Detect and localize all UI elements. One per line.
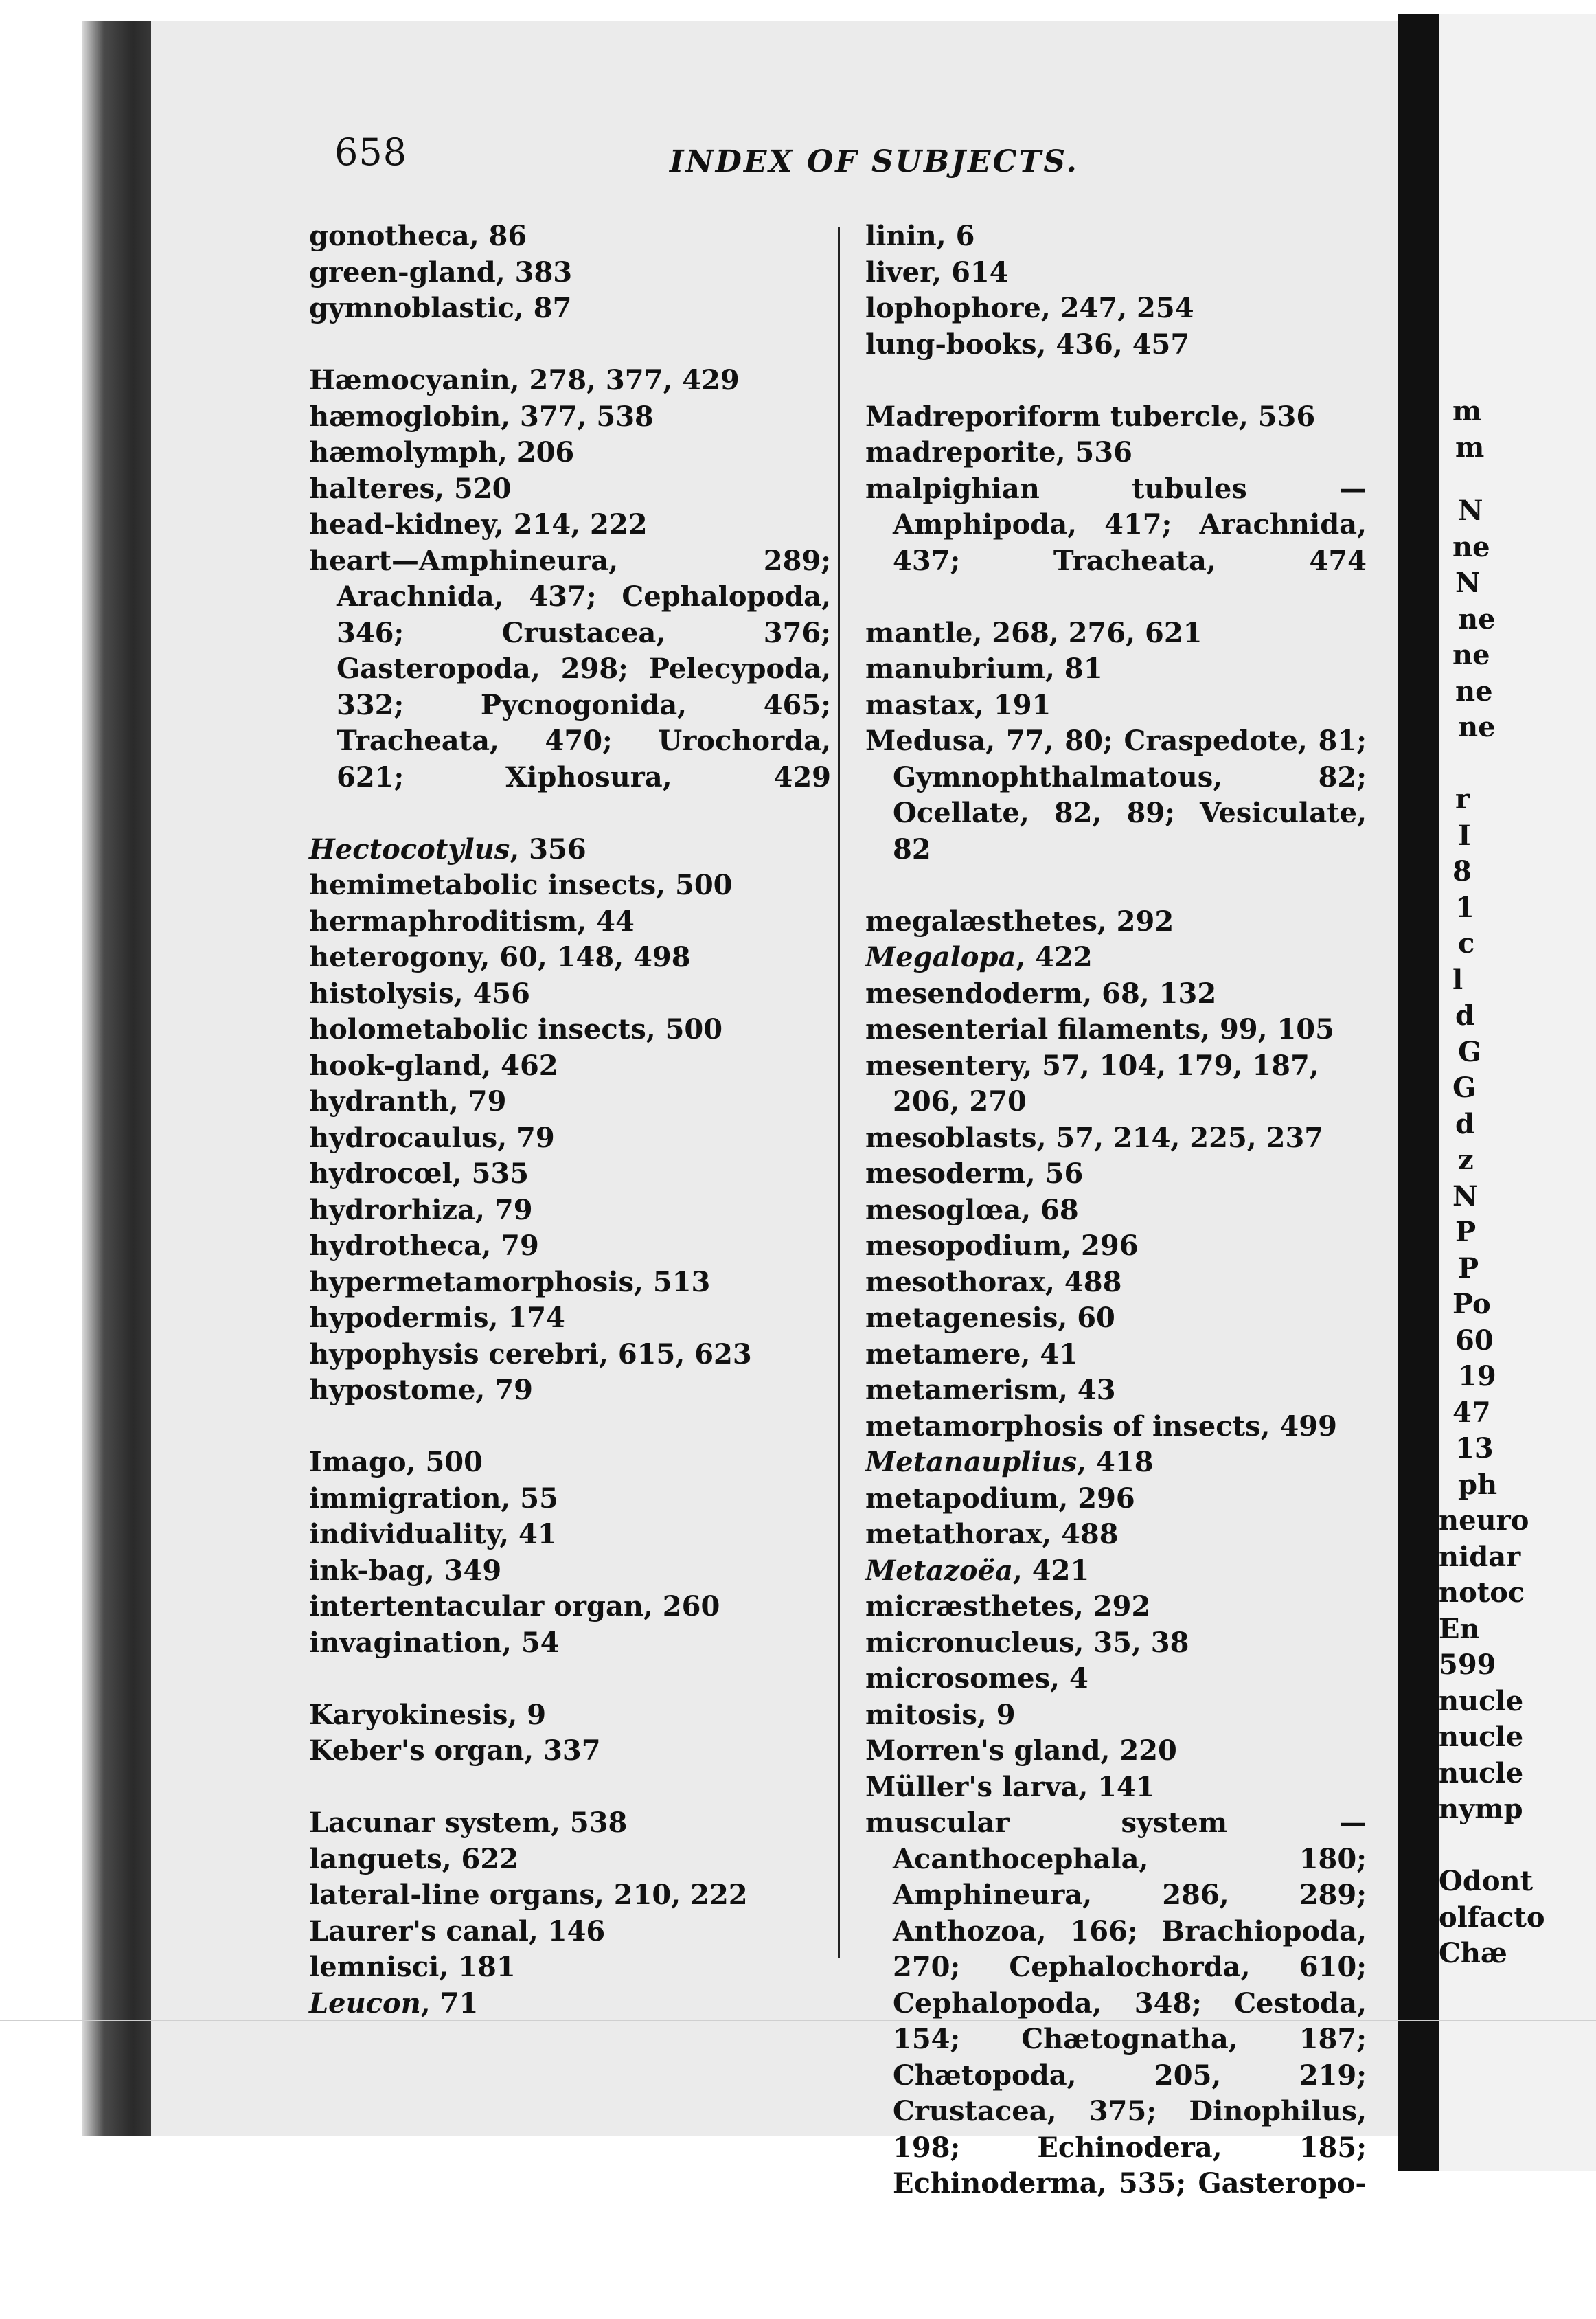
adjacent-page-fragment: nymp [1439, 1793, 1523, 1825]
index-entry: hydrotheca, 79 [309, 1230, 539, 1262]
index-entry: heart—Amphineura, 289; Arachnida, 437; Cephalopoda, 346; Crustacea, 376; Gasteropoda, 298; Pelecypoda, 332; Pycnogonida, 465; Tracheata, 470; Urochorda, 621; Xiphosura, 429 [309, 544, 831, 793]
index-entry: intertentacular organ, 260 [309, 1590, 720, 1622]
adjacent-page-fragment: P [1455, 1216, 1477, 1248]
adjacent-page-fragment: Odont [1439, 1865, 1534, 1897]
index-entry: Karyokinesis, 9 [309, 1698, 547, 1731]
index-entry [865, 940, 1367, 976]
index-entry: Lacunar system, 538 [309, 1807, 628, 1839]
index-entry: mesoderm, 56 [865, 1157, 1084, 1190]
adjacent-page-fragment: N [1458, 495, 1483, 527]
index-gap [309, 327, 831, 363]
adjacent-page-fragment: En [1439, 1612, 1480, 1645]
index-entry: holometabolic insects, 500 [309, 1013, 723, 1045]
index-entry [865, 1445, 1367, 1481]
index-entry: Imago, 500 [309, 1446, 483, 1478]
adjacent-page-fragment: m [1452, 395, 1482, 427]
index-gap [309, 1661, 831, 1697]
index-entry: immigration, 55 [309, 1482, 558, 1515]
index-gap [309, 1409, 831, 1445]
adjacent-page-fragment: olfacto [1439, 1901, 1545, 1934]
index-entry: halteres, 520 [309, 472, 512, 505]
index-entry: metathorax, 488 [865, 1518, 1119, 1550]
adjacent-page-fragment: G [1452, 1072, 1477, 1104]
index-entry: hæmoglobin, 377, 538 [309, 400, 654, 433]
adjacent-page-fragment: ne [1458, 602, 1496, 635]
adjacent-page-fragment: z [1458, 1144, 1474, 1176]
index-entry: Keber's organ, 337 [309, 1734, 601, 1767]
adjacent-page-fragment: I [1458, 819, 1471, 852]
index-entry: microsomes, 4 [865, 1662, 1088, 1695]
adjacent-page-fragment: nucle [1439, 1684, 1524, 1717]
adjacent-page-fragment: c [1458, 927, 1475, 960]
adjacent-page-fragment: 60 [1455, 1324, 1494, 1357]
adjacent-page-fragment: 599 [1439, 1649, 1496, 1681]
index-entry: metamerism, 43 [865, 1374, 1116, 1406]
adjacent-page-fragment: nucle [1439, 1756, 1524, 1789]
index-entry: metapodium, 296 [865, 1482, 1135, 1515]
index-entry [309, 1986, 831, 2022]
index-entry: lateral-line organs, 210, 222 [309, 1879, 748, 1911]
running-head: INDEX OF SUBJECTS. [670, 144, 1079, 179]
index-entry: Madreporiform tubercle, 536 [865, 400, 1316, 433]
index-entry: mesentery, 57, 104, 179, 187, 206, 270 [865, 1049, 1319, 1118]
index-entry: hæmolymph, 206 [309, 436, 575, 468]
index-entry: gonotheca, 86 [309, 220, 527, 252]
adjacent-page-fragment: ne [1458, 711, 1496, 743]
adjacent-page-fragment: ne [1452, 530, 1490, 563]
page-refs: , 421 [1012, 1554, 1090, 1587]
index-entry: hermaphroditism, 44 [309, 905, 635, 938]
index-entry: mesoblasts, 57, 214, 225, 237 [865, 1121, 1324, 1154]
index-entry: hydranth, 79 [309, 1085, 507, 1118]
index-entry: megalæsthetes, 292 [865, 905, 1174, 938]
adjacent-page-fragment: nucle [1439, 1721, 1524, 1753]
index-entry: Medusa, 77, 80; Craspedote, 81; Gymnophthalmatous, 82; Ocellate, 82, 89; Vesiculate, 82 [865, 725, 1367, 866]
index-entry [865, 1553, 1367, 1590]
index-entry: heterogony, 60, 148, 498 [309, 941, 691, 973]
page-refs: , 422 [1016, 941, 1093, 973]
index-entry: lemnisci, 181 [309, 1951, 516, 1983]
adjacent-page-fragment: m [1455, 431, 1485, 464]
index-entry: Müller's larva, 141 [865, 1770, 1155, 1803]
adjacent-page-fragment: neuro [1439, 1504, 1529, 1537]
adjacent-page-fragment: Po [1452, 1288, 1491, 1320]
index-entry: hook-gland, 462 [309, 1049, 558, 1082]
index-entry: hypermetamorphosis, 513 [309, 1265, 711, 1298]
page-refs: , 356 [510, 833, 586, 866]
book-gutter [1398, 14, 1439, 2171]
index-entry: linin, 6 [865, 220, 975, 252]
index-entry: hypostome, 79 [309, 1374, 533, 1406]
index-entry: liver, 614 [865, 256, 1009, 289]
adjacent-page-fragment: r [1455, 783, 1470, 815]
page-refs: , 71 [420, 1987, 479, 2020]
index-entry: metamere, 41 [865, 1337, 1078, 1370]
index-entry: gymnoblastic, 87 [309, 292, 572, 324]
adjacent-page-fragment: ph [1458, 1468, 1498, 1501]
index-entry: mitosis, 9 [865, 1698, 1016, 1731]
index-entry: hypodermis, 174 [309, 1302, 565, 1334]
adjacent-page-edge [1439, 14, 1596, 2171]
adjacent-page-fragment: nidar [1439, 1540, 1521, 1573]
index-entry: hydrorhiza, 79 [309, 1193, 533, 1226]
index-column-left [309, 218, 831, 2022]
index-entry: mesendoderm, 68, 132 [865, 977, 1217, 1010]
adjacent-page-fragment: G [1458, 1035, 1482, 1068]
adjacent-page-fragment: l [1452, 963, 1463, 996]
adjacent-page-fragment: ne [1455, 675, 1493, 708]
adjacent-page-fragment: d [1455, 999, 1474, 1032]
index-entry: hydrocœl, 535 [309, 1157, 529, 1190]
taxon-name: Metanauplius [865, 1446, 1078, 1478]
index-entry: mesothorax, 488 [865, 1265, 1122, 1298]
adjacent-page-fragment: P [1458, 1252, 1479, 1285]
index-entry: mesopodium, 296 [865, 1230, 1139, 1262]
index-entry: mesoglœa, 68 [865, 1193, 1079, 1226]
index-entry: ink-bag, 349 [309, 1554, 502, 1587]
adjacent-page-fragment: 8 [1452, 855, 1472, 887]
taxon-name: Hectocotylus [309, 833, 510, 866]
adjacent-page-fragment: 47 [1452, 1396, 1491, 1429]
taxon-name: Megalopa [865, 941, 1016, 973]
adjacent-page-fragment: 19 [1458, 1360, 1496, 1392]
index-entry: micronucleus, 35, 38 [865, 1626, 1189, 1659]
index-entry: hydrocaulus, 79 [309, 1121, 555, 1154]
adjacent-page-fragment: ne [1452, 639, 1490, 671]
adjacent-page-fragment: Chæ [1439, 1937, 1507, 1969]
index-entry: hypophysis cerebri, 615, 623 [309, 1337, 752, 1370]
index-entry [309, 832, 831, 868]
index-entry: head-kidney, 214, 222 [309, 508, 648, 541]
index-entry: hemimetabolic insects, 500 [309, 869, 733, 901]
taxon-name: Leucon [309, 1987, 421, 2020]
index-entry: mesenterial filaments, 99, 105 [865, 1013, 1334, 1045]
index-entry: Hæmocyanin, 278, 377, 429 [309, 364, 740, 396]
index-entry: Laurer's canal, 146 [309, 1914, 606, 1947]
index-entry: manubrium, 81 [865, 653, 1103, 685]
index-entry: malpighian tubules — Amphipoda, 417; Arachnida, 437; Tracheata, 474 [865, 472, 1367, 577]
index-gap [865, 363, 1367, 399]
index-entry: lung-books, 436, 457 [865, 328, 1190, 361]
adjacent-page-fragment: notoc [1439, 1576, 1525, 1609]
index-entry: mastax, 191 [865, 688, 1051, 721]
index-column-right [865, 218, 1367, 2238]
adjacent-page-fragment: N [1452, 1179, 1478, 1212]
index-entry: metagenesis, 60 [865, 1302, 1115, 1334]
index-entry: histolysis, 456 [309, 977, 530, 1010]
adjacent-page-fragment: d [1455, 1107, 1474, 1140]
column-divider [838, 227, 840, 1958]
index-entry: muscular system — Acanthocephala, 180; Amphineura, 286, 289; Anthozoa, 166; Brachiopoda, 270; Cephalochorda, 610; Cephalopoda, 348; Cestoda, 154; Chætognatha, 187; Chætopoda, 205, 219; Crustacea, 375; Dinophilus, 198; Echinodera, 185; Echinoderma, 535; Gasteropo- [865, 1807, 1367, 2199]
adjacent-page-fragment: 13 [1455, 1432, 1494, 1464]
index-entry: green-gland, 383 [309, 256, 573, 289]
index-entry: languets, 622 [309, 1842, 519, 1875]
adjacent-page-fragment: N [1455, 567, 1481, 599]
page-refs: , 418 [1077, 1446, 1154, 1478]
taxon-name: Metazoëa [865, 1554, 1013, 1587]
index-entry: Morren's gland, 220 [865, 1734, 1177, 1767]
index-entry: madreporite, 536 [865, 436, 1132, 468]
adjacent-page-fragment: 1 [1455, 891, 1474, 924]
index-entry: individuality, 41 [309, 1518, 557, 1550]
index-entry: micræsthetes, 292 [865, 1590, 1151, 1622]
page-number: 658 [334, 131, 408, 174]
index-entry: mantle, 268, 276, 621 [865, 616, 1202, 649]
index-gap [309, 1769, 831, 1806]
index-entry: metamorphosis of insects, 499 [865, 1410, 1337, 1443]
scan-shadow-left [82, 21, 155, 2136]
index-entry: invagination, 54 [309, 1626, 560, 1659]
index-entry: lophophore, 247, 254 [865, 292, 1194, 324]
